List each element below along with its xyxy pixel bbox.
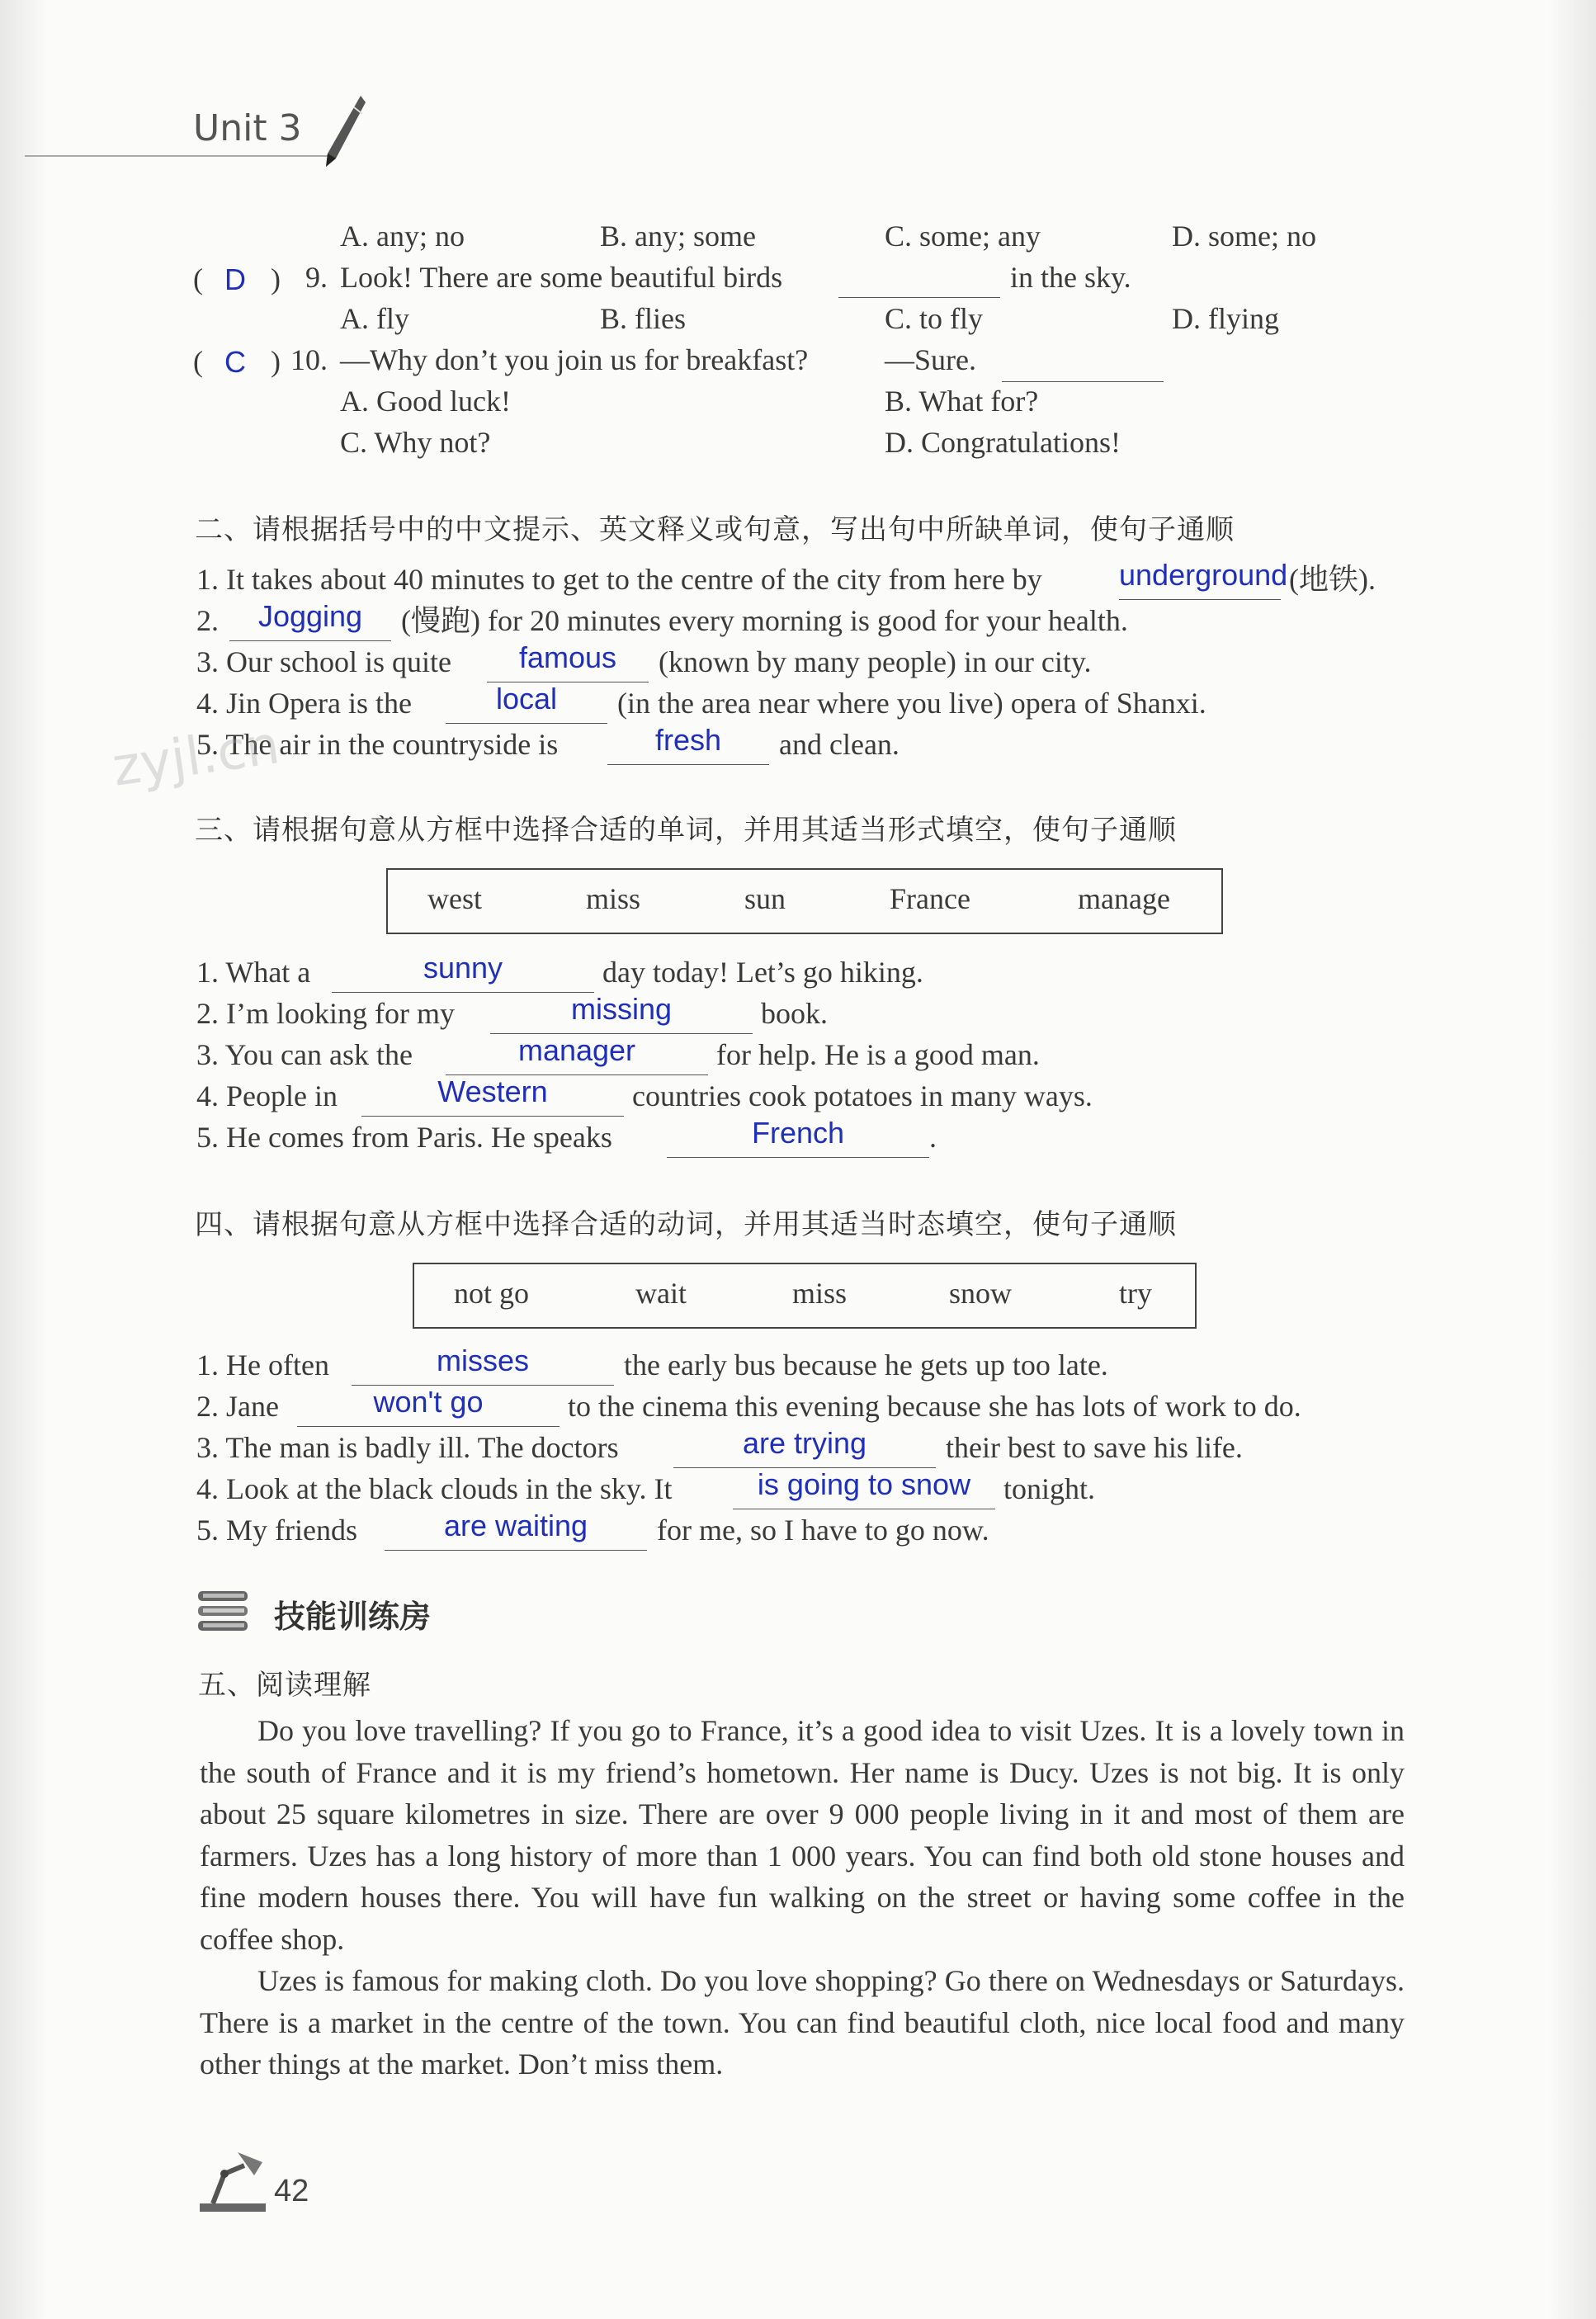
s2-item5-answer: fresh — [654, 723, 722, 757]
q9-option-d: D. flying — [1172, 302, 1279, 335]
s3-item1-blank — [332, 951, 594, 993]
s3-item3-before: 3. You can ask the — [196, 1038, 413, 1071]
s3-word: miss — [586, 882, 641, 915]
s2-item1-after: (地铁). — [1289, 563, 1376, 596]
s3-word: France — [890, 882, 970, 915]
s2-item3-after: (known by many people) in our city. — [659, 645, 1092, 678]
q9-close-paren: ) — [271, 262, 281, 295]
s4-word: miss — [792, 1277, 848, 1310]
q9-stem-end: in the sky. — [1010, 261, 1131, 294]
q10-answer: C — [224, 345, 246, 379]
q9-stem: Look! There are some beautiful birds — [340, 261, 783, 294]
s4-item2-after: to the cinema this evening because she has lots of work to do. — [568, 1390, 1301, 1423]
reading-passage — [200, 1710, 1405, 2085]
s4-item2-answer: won't go — [373, 1385, 484, 1419]
s3-word: west — [427, 882, 482, 915]
s2-item1-before: 1. It takes about 40 minutes to get to the centre of the city from here by — [196, 563, 1042, 596]
s2-item4-answer: local — [495, 682, 558, 716]
s3-item5-blank — [667, 1116, 929, 1158]
s2-item2-before: 2. — [196, 604, 219, 637]
q9-option-b: B. flies — [600, 302, 686, 335]
s2-item1-blank — [1119, 558, 1288, 600]
q8-option-a: A. any; no — [340, 220, 465, 253]
s3-item4-before: 4. People in — [196, 1079, 338, 1112]
s4-item3-answer: are trying — [742, 1426, 867, 1460]
s4-item4-before: 4. Look at the black clouds in the sky. It — [196, 1472, 673, 1505]
s4-item3-after: their best to save his life. — [946, 1431, 1243, 1464]
s4-word: snow — [949, 1277, 1013, 1310]
s3-item1-before: 1. What a — [196, 956, 311, 989]
s3-item1-after: day today! Let’s go hiking. — [602, 956, 923, 989]
watermark: zyjl.cn — [108, 715, 284, 799]
q10-reply: —Sure. — [885, 343, 976, 376]
s3-item5-after: . — [929, 1121, 937, 1154]
q10-option-c: C. Why not? — [340, 426, 491, 459]
skills-title: 技能训练房 — [274, 1599, 432, 1635]
s4-word: try — [1119, 1277, 1152, 1310]
s4-item4-answer: is going to snow — [757, 1467, 971, 1501]
q9-open-paren: ( — [193, 262, 203, 295]
q9-option-a: A. fly — [340, 302, 409, 335]
s2-item5-before: 5. The air in the countryside is — [196, 728, 559, 761]
q10-number: 10. — [290, 343, 328, 376]
s4-item5-answer: are waiting — [443, 1509, 588, 1542]
books-icon — [196, 1586, 251, 1637]
reading-paragraph: Do you love travelling? If you go to France, it’s a good idea to visit Uzes. It is a lovely town in the south of France and it is my friend’s hometown. Her name is Ducy. Uzes is not big. It is only about 25 square kilometres in size. There are over 9 000 people living in it and most of them are farmers. Uzes has a long history of more than 1 000 years. You can find both old stone houses and fine modern houses there. You will have fun walking on the street or having some coffee in the coffee shop. — [200, 1714, 1405, 1956]
s3-item3-answer: manager — [517, 1033, 636, 1067]
lamp-icon — [196, 2147, 269, 2215]
section3-title: 三、请根据句意从方框中选择合适的单词，并用其适当形式填空，使句子通顺 — [195, 814, 1177, 847]
s4-item4-after: tonight. — [1003, 1472, 1096, 1505]
s3-item2-answer: missing — [570, 992, 673, 1026]
s3-item4-answer: Western — [437, 1074, 548, 1108]
section3-word-box — [386, 868, 1223, 934]
s4-item5-after: for me, so I have to go now. — [657, 1514, 989, 1547]
s3-item2-before: 2. I’m looking for my — [196, 997, 455, 1030]
s2-item4-after: (in the area near where you live) opera of Shanxi. — [617, 687, 1206, 720]
s2-item5-after: and clean. — [779, 728, 900, 761]
s2-item3-blank — [487, 640, 649, 682]
page-number: 42 — [274, 2174, 309, 2208]
q9-number: 9. — [305, 261, 328, 294]
q9-blank — [838, 261, 1000, 298]
s4-word: not go — [454, 1277, 530, 1310]
s4-item4-blank — [733, 1467, 995, 1509]
q10-open-paren: ( — [193, 345, 203, 378]
section4-title: 四、请根据句意从方框中选择合适的动词，并用其适当时态填空，使句子通顺 — [195, 1208, 1177, 1241]
section4-word-box — [413, 1263, 1197, 1329]
s3-item1-answer: sunny — [423, 951, 503, 985]
s4-item2-blank — [297, 1385, 560, 1427]
q10-blank — [1002, 345, 1164, 382]
s2-item3-before: 3. Our school is quite — [196, 645, 451, 678]
s3-word: manage — [1078, 882, 1170, 915]
s2-item4-blank — [446, 682, 607, 724]
s4-item2-before: 2. Jane — [196, 1390, 279, 1423]
s2-item5-blank — [607, 723, 769, 765]
q8-option-d: D. some; no — [1172, 220, 1316, 253]
q10-option-d: D. Congratulations! — [885, 426, 1121, 459]
s4-item1-answer: misses — [436, 1344, 529, 1377]
s3-item3-after: for help. He is a good man. — [716, 1038, 1040, 1071]
s4-item1-blank — [352, 1344, 614, 1386]
s4-item3-blank — [673, 1426, 936, 1468]
s4-item5-blank — [385, 1509, 647, 1551]
q8-option-c: C. some; any — [885, 220, 1041, 253]
q8-option-b: B. any; some — [600, 220, 756, 253]
pen-icon — [318, 91, 367, 173]
s4-item5-before: 5. My friends — [196, 1514, 357, 1547]
s3-word: sun — [744, 882, 786, 915]
s3-item4-blank — [361, 1074, 624, 1117]
s4-item1-before: 1. He often — [196, 1348, 329, 1381]
q10-option-b: B. What for? — [885, 385, 1039, 418]
reading-paragraph: Uzes is famous for making cloth. Do you love shopping? Go there on Wednesdays or Saturdays. There is a market in the centre of the town. You can find beautiful cloth, nice local food and many other things at the market. Don’t miss them. — [200, 1964, 1405, 2080]
s3-item2-blank — [490, 992, 753, 1034]
q9-option-c: C. to fly — [885, 302, 984, 335]
s2-item2-blank — [229, 599, 391, 641]
q10-close-paren: ) — [271, 345, 281, 378]
s3-item5-before: 5. He comes from Paris. He speaks — [196, 1121, 612, 1154]
section5-title: 五、阅读理解 — [198, 1669, 371, 1702]
s4-item3-before: 3. The man is badly ill. The doctors — [196, 1431, 619, 1464]
s2-item1-answer: underground — [1119, 558, 1288, 592]
s2-item3-answer: famous — [518, 640, 617, 674]
s2-item2-answer: Jogging — [257, 599, 363, 633]
s4-item1-after: the early bus because he gets up too late. — [624, 1348, 1108, 1381]
s4-word: wait — [635, 1277, 687, 1310]
unit-label: Unit 3 — [193, 107, 302, 149]
header-rule — [25, 155, 330, 157]
q10-stem: —Why don’t you join us for breakfast? — [340, 343, 809, 376]
s2-item2-after: (慢跑) for 20 minutes every morning is good for your health. — [401, 604, 1128, 637]
q9-answer: D — [224, 262, 246, 296]
q10-option-a: A. Good luck! — [340, 385, 511, 418]
section2-title: 二、请根据括号中的中文提示、英文释义或句意，写出句中所缺单词，使句子通顺 — [195, 513, 1235, 546]
s2-item4-before: 4. Jin Opera is the — [196, 687, 412, 720]
s3-item5-answer: French — [751, 1116, 845, 1150]
s3-item3-blank — [446, 1033, 708, 1075]
s3-item2-after: book. — [761, 997, 828, 1030]
s3-item4-after: countries cook potatoes in many ways. — [632, 1079, 1093, 1112]
